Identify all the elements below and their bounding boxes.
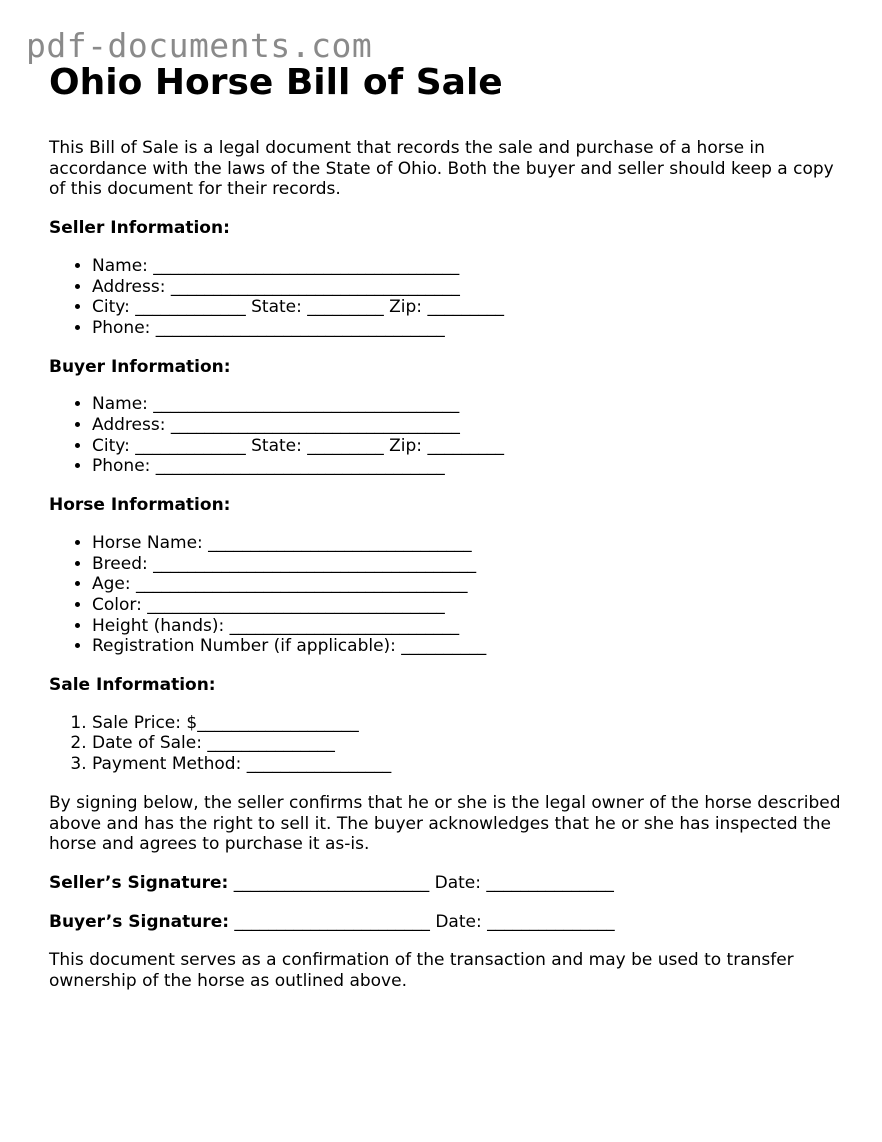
buyer-signature-label: Buyer’s Signature: <box>49 911 230 932</box>
sale-date-field: 2. Date of Sale: _______________ <box>92 733 849 754</box>
buyer-signature-line <box>49 912 849 933</box>
seller-phone-field: • Phone: __________________________________ <box>92 318 849 339</box>
buyer-heading: Buyer Information: <box>49 356 231 377</box>
payment-method-field: 3. Payment Method: _________________ <box>92 754 849 775</box>
buyer-phone-field: • Phone: __________________________________ <box>92 456 849 477</box>
buyer-name-field: • Name: ____________________________________ <box>92 394 849 415</box>
buyer-signature-blanks: _______________________ Date: _______________ <box>229 911 615 932</box>
horse-color-field: • Color: ___________________________________ <box>92 595 849 616</box>
document-body <box>49 60 849 992</box>
seller-address-field: • Address: __________________________________ <box>92 277 849 298</box>
seller-name-field: • Name: ____________________________________ <box>92 256 849 277</box>
horse-registration-field: • Registration Number (if applicable): __________ <box>92 636 849 657</box>
horse-list <box>49 533 849 657</box>
intro-paragraph: This Bill of Sale is a legal document that records the sale and purchase of a horse in accordance with the laws of the State of Ohio. Both the buyer and seller should keep a copy of this document for their records. <box>49 138 834 200</box>
horse-age-field: • Age: _______________________________________ <box>92 574 849 595</box>
horse-breed-field: • Breed: ______________________________________ <box>92 554 849 575</box>
horse-height-field: • Height (hands): ___________________________ <box>92 616 849 637</box>
buyer-city-state-zip-field: • City: _____________ State: _________ Zip: _________ <box>92 436 849 457</box>
seller-heading: Seller Information: <box>49 218 230 239</box>
acknowledgement-paragraph: By signing below, the seller confirms that he or she is the legal owner of the horse described above and has the right to sell it. The buyer acknowledges that he or she has inspected the horse and agrees to purchase it as-is. <box>49 792 841 855</box>
seller-list <box>49 256 849 339</box>
horse-name-field: • Horse Name: _______________________________ <box>92 533 849 554</box>
watermark: pdf-documents.com <box>26 26 373 65</box>
horse-heading: Horse Information: <box>49 495 231 516</box>
buyer-list <box>49 394 849 477</box>
closing-paragraph: This document serves as a confirmation of the transaction and may be used to transfer ownership of the horse as outlined above. <box>49 950 794 992</box>
page-title: Ohio Horse Bill of Sale <box>49 62 503 103</box>
buyer-address-field: • Address: __________________________________ <box>92 415 849 436</box>
sale-heading: Sale Information: <box>49 675 216 696</box>
sale-price-field: 1. Sale Price: $___________________ <box>92 713 849 734</box>
seller-signature-label: Seller’s Signature: <box>49 872 229 893</box>
seller-city-state-zip-field: • City: _____________ State: _________ Zip: _________ <box>92 297 849 318</box>
seller-signature-line <box>49 873 849 894</box>
seller-signature-blanks: _______________________ Date: _______________ <box>228 872 614 893</box>
sale-list <box>49 713 849 775</box>
